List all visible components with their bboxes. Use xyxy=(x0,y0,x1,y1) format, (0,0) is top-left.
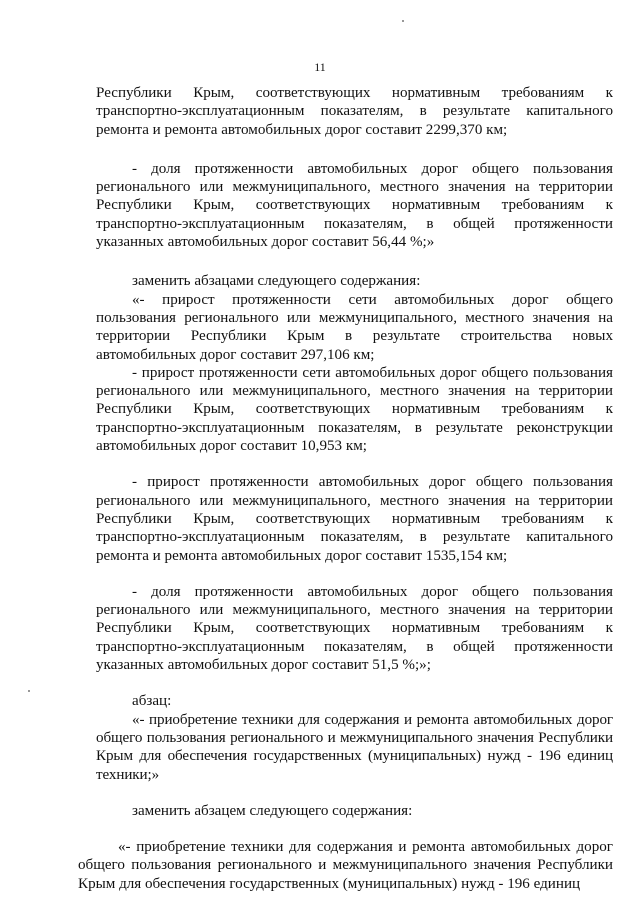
paragraph-replace-instruction-2: заменить абзацем следующего содержания: xyxy=(132,802,413,819)
paragraph-share-old: - доля протяженности автомобильных дорог общего пользования регионального или межмуниципального, местного значения на территории Республики Крым, соответствующих нормативным требованиям к транспортно-эксплуатационным показателям, в общей протяженности указанных автомобильных дорог составит 56,44 %;» xyxy=(96,160,613,251)
paragraph-replace-instruction: заменить абзацами следующего содержания: xyxy=(132,273,421,290)
paragraph-growth-repair: - прирост протяженности автомобильных дорог общего пользования регионального или межмуниципального, местного значения на территории Республики Крым, соответствующих нормативным требованиям к транспортно-эксплуатационным показателям, в результате капитального ремонта и ремонта автомобильных дорог составит 1535,154 км; xyxy=(96,474,613,564)
scan-speck xyxy=(28,690,30,692)
scan-speck xyxy=(402,20,404,22)
paragraph-share-new: - доля протяженности автомобильных дорог общего пользования регионального или межмуниципального, местного значения на территории Республики Крым, соответствующих нормативным требованиям к транспортно-эксплуатационным показателям, в общей протяженности указанных автомобильных дорог составит 51,5 %;»; xyxy=(96,583,613,674)
paragraph-equipment-old: «- приобретение техники для содержания и ремонта автомобильных дорог общего пользования регионального и межмуниципального значения Республики Крым для обеспечения государственных (муниципальных) нужд - 196 единиц техники;» xyxy=(96,711,613,783)
paragraph-growth-construction: «- прирост протяженности сети автомобильных дорог общего пользования регионального или межмуниципального, местного значения на территории Республики Крым в результате строительства новых автомобильных дорог составит 297,106 км; xyxy=(96,291,613,363)
paragraph-abzac-label: абзац: xyxy=(132,693,172,710)
paragraph-equipment-new: «- приобретение техники для содержания и ремонта автомобильных дорог общего пользования регионального и межмуниципального значения Республики Крым для обеспечения государственных (муниципальных) нужд - 196 единиц xyxy=(78,839,613,892)
page-number: 11 xyxy=(314,60,326,74)
document-body xyxy=(78,84,613,893)
paragraph-continuation: Республики Крым, соответствующих нормативным требованиям к транспортно-эксплуатационным показателям, в результате капитального ремонта и ремонта автомобильных дорог составит 2299,370 км; xyxy=(96,85,613,138)
paragraph-growth-reconstruction: - прирост протяженности сети автомобильных дорог общего пользования регионального или межмуниципального, местного значения на территории Республики Крым, соответствующих нормативным требованиям к транспортно-эксплуатационным показателям, в результате реконструкции автомобильных дорог составит 10,953 км; xyxy=(96,364,613,455)
